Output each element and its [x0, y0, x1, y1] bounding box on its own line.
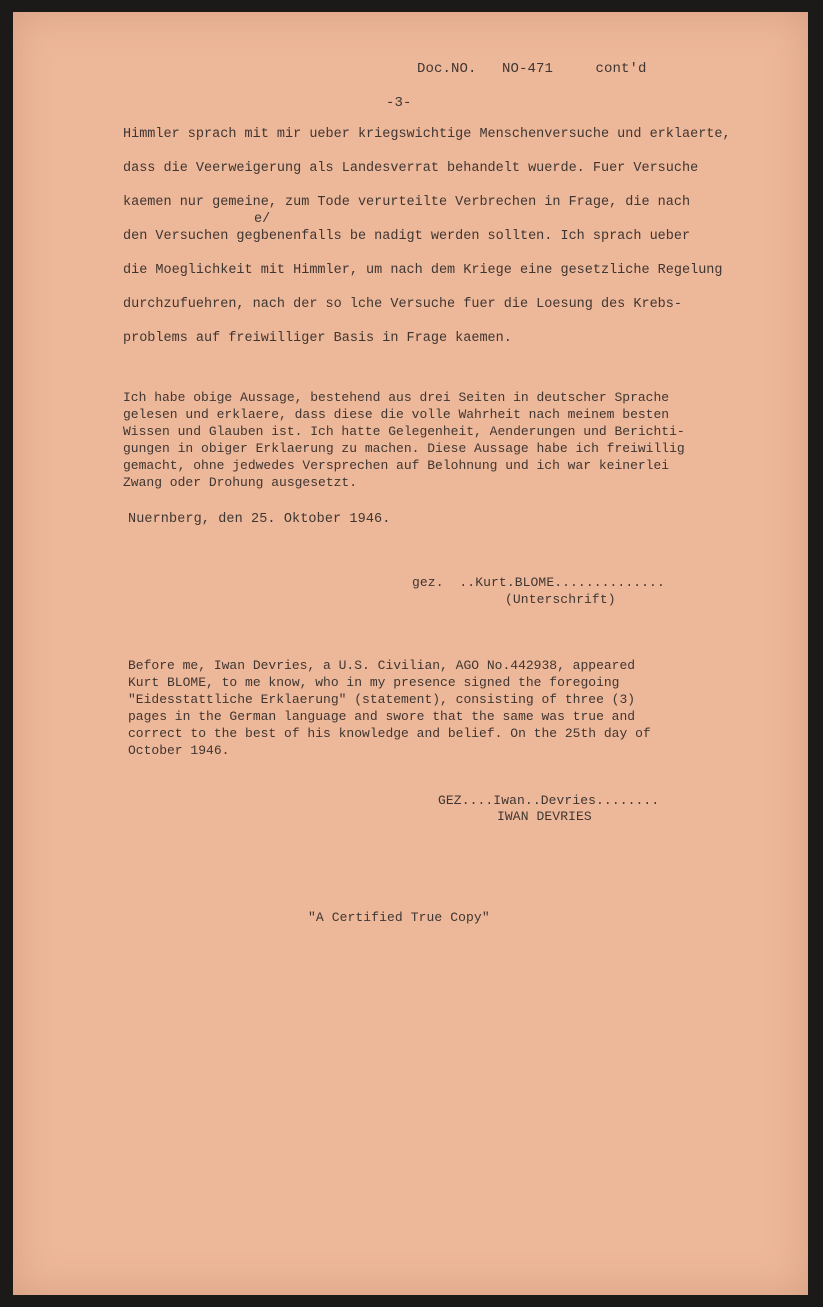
text-line: Himmler sprach mit mir ueber kriegswichtige Menschenversuche und erklaerte, [123, 127, 731, 142]
text-line: gelesen und erklaere, dass diese die volle Wahrheit nach meinem besten [123, 407, 670, 422]
text-line: Wissen und Glauben ist. Ich hatte Gelegenheit, Aenderungen und Berichti- [123, 424, 685, 439]
text-line: dass die Veerweigerung als Landesverrat behandelt wuerde. Fuer Versuche [123, 161, 699, 176]
text-line: Zwang oder Drohung ausgesetzt. [123, 475, 358, 490]
text-line: Ich habe obige Aussage, bestehend aus drei Seiten in deutscher Sprache [123, 390, 670, 405]
text-line: gungen in obiger Erklaerung zu machen. Diese Aussage habe ich freiwillig [123, 441, 685, 456]
signature-caption: (Unterschrift) [505, 592, 616, 607]
text-line: Before me, Iwan Devries, a U.S. Civilian, AGO No.442938, appeared [128, 658, 636, 673]
text-line: durchzufuehren, nach der so lche Versuche fuer die Loesung des Krebs- [123, 297, 682, 312]
text-line: problems auf freiwilliger Basis in Frage kaemen. [123, 331, 512, 346]
document-number: Doc.NO. NO-471 cont'd [417, 61, 647, 77]
text-line: October 1946. [128, 743, 230, 758]
certified-copy-note: "A Certified True Copy" [308, 910, 490, 925]
place-date: Nuernberg, den 25. Oktober 1946. [128, 512, 391, 527]
handwritten-correction: e/ [254, 212, 271, 227]
page-number: -3- [386, 95, 412, 111]
text-line: correct to the best of his knowledge and belief. On the 25th day of [128, 726, 651, 741]
text-line: kaemen nur gemeine, zum Tode verurteilte Verbrechen in Frage, die nach [123, 195, 691, 210]
witness-signature-line: GEZ....Iwan..Devries........ [438, 793, 660, 808]
signature-line: gez. ..Kurt.BLOME.............. [412, 575, 665, 590]
text-line: gemacht, ohne jedwedes Versprechen auf Belohnung und ich war keinerlei [123, 458, 670, 473]
text-line: den Versuchen gegbenenfalls be nadigt werden sollten. Ich sprach ueber [123, 229, 691, 244]
text-line: pages in the German language and swore that the same was true and [128, 709, 636, 724]
text-line: Kurt BLOME, to me know, who in my presence signed the foregoing [128, 675, 620, 690]
text-line: "Eidesstattliche Erklaerung" (statement), consisting of three (3) [128, 692, 636, 707]
text-line: die Moeglichkeit mit Himmler, um nach dem Kriege eine gesetzliche Regelung [123, 263, 723, 278]
witness-name: IWAN DEVRIES [497, 809, 592, 824]
